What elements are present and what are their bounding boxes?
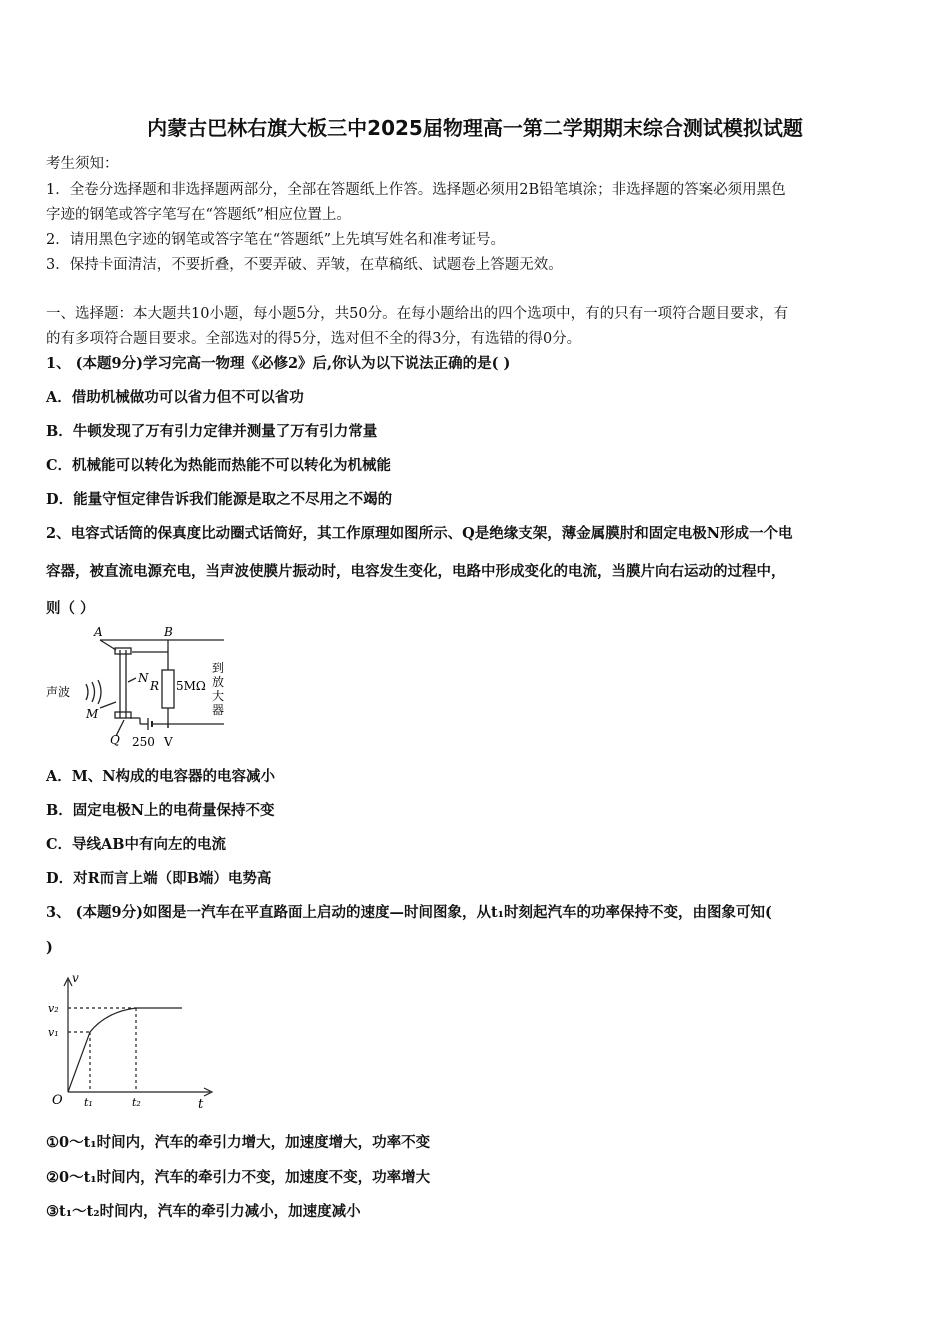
voltage-unit: V (164, 735, 173, 749)
question-3-stem: ) (46, 939, 53, 956)
question-1-option-c: C．机械能可以转化为热能而热能不可以转化为机械能 (46, 457, 392, 474)
label-r: R (150, 679, 160, 693)
v-axis-label: v (72, 971, 79, 985)
t2-label: t₂ (132, 1096, 141, 1109)
question-1-option-a: A．借助机械做功可以省力但不可以省功 (46, 389, 304, 406)
origin-label: O (52, 1093, 63, 1108)
t1-label: t₁ (84, 1096, 93, 1109)
question-2-option-b: B．固定电极N上的电荷量保持不变 (46, 802, 275, 819)
notice-item: 1．全卷分选择题和非选择题两部分，全部在答题纸上作答。选择题必须用2B铅笔填涂；非选择题的答案必须用黑色 (46, 182, 786, 198)
sound-wave-label: 声波 (46, 685, 71, 699)
question-2-option-c: C．导线AB中有向左的电流 (46, 836, 227, 853)
notice-item: 2．请用黑色字迹的钢笔或答字笔在“答题纸”上先填写姓名和准考证号。 (46, 232, 506, 248)
notice-heading: 考生须知： (46, 156, 119, 172)
question-3-statement-3: ③t₁～t₂时间内，汽车的牵引力减小，加速度减小 (46, 1203, 361, 1220)
v2-label: v₂ (48, 1002, 59, 1015)
microphone-circuit-figure (44, 624, 244, 754)
question-1-option-d: D．能量守恒定律告诉我们能源是取之不尽用之不竭的 (46, 491, 393, 508)
t-axis-label: t (198, 1097, 204, 1112)
page-title: 内蒙古巴林右旗大板三中2025届物理高一第二学期期末综合测试模拟试题 (147, 116, 803, 140)
voltage-value: 250 (132, 735, 155, 749)
label-q: Q (110, 733, 120, 747)
v1-label: v₁ (48, 1026, 59, 1039)
question-2-option-a: A．M、N构成的电容器的电容减小 (46, 768, 276, 785)
amplifier-label: 到 (212, 661, 225, 675)
question-1-stem: 1、 (本题9分)学习完高一物理《必修2》后,你认为以下说法正确的是( ) (46, 355, 511, 372)
question-2-stem: 则（ ） (46, 600, 95, 617)
label-a: A (94, 625, 103, 639)
question-2-stem: 容器，被直流电源充电，当声波使膜片振动时，电容发生变化，电路中形成变化的电流，当膜片向右运动的过程中， (46, 563, 786, 580)
label-n: N (138, 671, 149, 685)
notice-item: 3．保持卡面清洁，不要折叠，不要弄破、弄皱，在草稿纸、试题卷上答题无效。 (46, 257, 563, 273)
amplifier-label: 放 (212, 675, 225, 689)
question-2-stem: 2、电容式话筒的保真度比动圈式话筒好，其工作原理如图所示、Q是绝缘支架，薄金属膜肘和固定电极N形成一个电 (46, 525, 793, 542)
label-m: M (86, 707, 99, 721)
section-instructions: 一、选择题：本大题共10小题，每小题5分，共50分。在每小题给出的四个选项中，有的只有一项符合题目要求，有 (46, 306, 789, 322)
question-2-option-d: D．对R而言上端（即B端）电势高 (46, 870, 272, 887)
resistor-value: 5MΩ (176, 679, 206, 693)
question-3-stem: 3、 (本题9分)如图是一汽车在平直路面上启动的速度—时间图象，从t₁时刻起汽车的功率保持不变，由图象可知( (46, 904, 772, 921)
question-1-option-b: B．牛顿发现了万有引力定律并测量了万有引力常量 (46, 423, 378, 440)
amplifier-label: 大 (212, 689, 225, 703)
amplifier-label: 器 (212, 703, 225, 717)
section-instructions: 的有多项符合题目要求。全部选对的得5分，选对但不全的得3分，有选错的得0分。 (46, 331, 582, 347)
question-3-statement-2: ②0～t₁时间内，汽车的牵引力不变，加速度不变，功率增大 (46, 1169, 431, 1186)
question-3-statement-1: ①0～t₁时间内，汽车的牵引力增大，加速度增大，功率不变 (46, 1134, 431, 1151)
notice-item: 字迹的钢笔或答字笔写在“答题纸”相应位置上。 (46, 207, 351, 223)
label-b: B (164, 625, 173, 639)
velocity-time-graph (44, 970, 224, 1115)
